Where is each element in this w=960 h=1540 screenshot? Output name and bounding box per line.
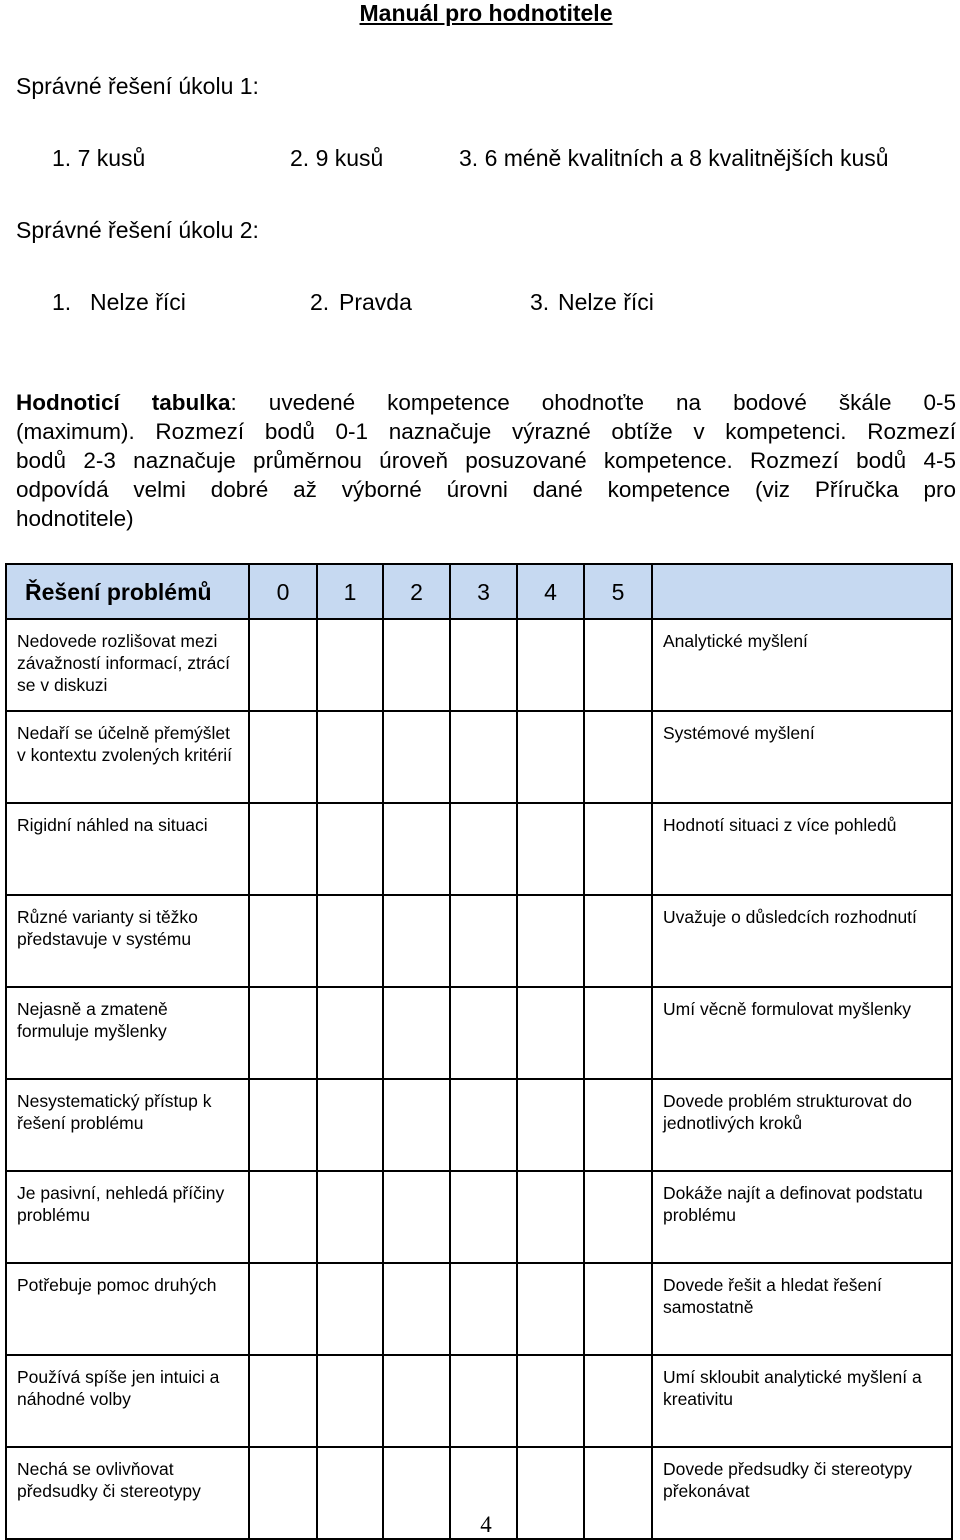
scoring-instructions	[16, 388, 956, 533]
table-row	[6, 1263, 952, 1355]
score-cell-5[interactable]	[584, 1171, 652, 1263]
instructions-line-3: bodů 2-3 naznačuje průměrnou úroveň posuzované kompetence. Rozmezí bodů 4-5	[16, 448, 956, 473]
score-cell-0[interactable]	[249, 1171, 317, 1263]
score-cell-4[interactable]	[517, 619, 584, 711]
score-cell-3[interactable]	[450, 1263, 517, 1355]
score-cell-0[interactable]	[249, 1263, 317, 1355]
positive-descriptor: Umí skloubit analytické myšlení a kreativitu	[652, 1355, 952, 1447]
score-cell-3[interactable]	[450, 803, 517, 895]
score-cell-1[interactable]	[317, 619, 383, 711]
score-cell-5[interactable]	[584, 895, 652, 987]
score-cell-3[interactable]	[450, 1079, 517, 1171]
score-cell-1[interactable]	[317, 1263, 383, 1355]
score-cell-1[interactable]	[317, 1355, 383, 1447]
score-cell-5[interactable]	[584, 987, 652, 1079]
negative-descriptor: Používá spíše jen intuici a náhodné volby	[6, 1355, 249, 1447]
score-cell-2[interactable]	[383, 895, 450, 987]
score-cell-2[interactable]	[383, 1171, 450, 1263]
scale-2: 2	[383, 564, 450, 619]
positive-descriptor: Uvažuje o důsledcích rozhodnutí	[652, 895, 952, 987]
score-cell-4[interactable]	[517, 895, 584, 987]
instructions-line-2: (maximum). Rozmezí bodů 0-1 naznačuje výrazné obtíže v kompetenci. Rozmezí	[16, 419, 956, 444]
negative-descriptor: Nedaří se účelně přemýšlet v kontextu zvolených kritérií	[6, 711, 249, 803]
task2-heading: Správné řešení úkolu 2:	[16, 217, 259, 243]
score-cell-3[interactable]	[450, 987, 517, 1079]
score-cell-1[interactable]	[317, 1171, 383, 1263]
score-cell-4[interactable]	[517, 1079, 584, 1171]
negative-descriptor: Nechá se ovlivňovat předsudky či stereotypy	[6, 1447, 249, 1539]
task2-answer-1-number: 1.	[52, 289, 72, 315]
score-cell-4[interactable]	[517, 987, 584, 1079]
score-cell-3[interactable]	[450, 711, 517, 803]
score-cell-0[interactable]	[249, 1079, 317, 1171]
task2-answer-2-text: Pravda	[339, 289, 412, 315]
score-cell-2[interactable]	[383, 803, 450, 895]
scale-5: 5	[584, 564, 652, 619]
score-cell-5[interactable]	[584, 1263, 652, 1355]
score-cell-4[interactable]	[517, 1263, 584, 1355]
positive-descriptor: Umí věcně formulovat myšlenky	[652, 987, 952, 1079]
positive-descriptor: Dovede předsudky či stereotypy překonávat	[652, 1447, 952, 1539]
table-row	[6, 711, 952, 803]
table-row	[6, 1079, 952, 1171]
score-cell-1[interactable]	[317, 803, 383, 895]
negative-descriptor: Potřebuje pomoc druhých	[6, 1263, 249, 1355]
task1-answer-2: 2. 9 kusů	[290, 145, 384, 171]
task2-answer-2-number: 2.	[310, 289, 330, 315]
score-cell-5[interactable]	[584, 1355, 652, 1447]
positive-descriptor: Systémové myšlení	[652, 711, 952, 803]
instructions-line-1: Hodnoticí tabulka: uvedené kompetence ohodnoťte na bodové škále 0-5	[16, 390, 956, 415]
score-cell-2[interactable]	[383, 1355, 450, 1447]
scale-1: 1	[317, 564, 383, 619]
score-cell-0[interactable]	[249, 711, 317, 803]
positive-descriptor: Analytické myšlení	[652, 619, 952, 711]
table-header-label: Řešení problémů	[6, 564, 249, 619]
score-cell-4[interactable]	[517, 1171, 584, 1263]
negative-descriptor: Různé varianty si těžko představuje v systému	[6, 895, 249, 987]
task2-answer-3-number: 3.	[530, 289, 550, 315]
instructions-line-4: odpovídá velmi dobré až výborné úrovni dané kompetence (viz Příručka pro	[16, 477, 956, 502]
table-row	[6, 987, 952, 1079]
instructions-bold-label: Hodnoticí tabulka	[16, 390, 231, 415]
score-cell-4[interactable]	[517, 1355, 584, 1447]
score-cell-0[interactable]	[249, 619, 317, 711]
task2-answer-3-text: Nelze říci	[558, 289, 654, 315]
negative-descriptor: Nejasně a zmateně formuluje myšlenky	[6, 987, 249, 1079]
score-cell-5[interactable]	[584, 803, 652, 895]
positive-descriptor: Hodnotí situaci z více pohledů	[652, 803, 952, 895]
scale-0: 0	[249, 564, 317, 619]
table-header-row	[6, 564, 952, 619]
score-cell-2[interactable]	[383, 987, 450, 1079]
score-cell-2[interactable]	[383, 619, 450, 711]
task1-answer-3: 3. 6 méně kvalitních a 8 kvalitnějších kusů	[459, 145, 889, 171]
evaluation-table	[5, 563, 953, 1540]
positive-descriptor: Dokáže najít a definovat podstatu problému	[652, 1171, 952, 1263]
task1-answer-1: 1. 7 kusů	[52, 145, 146, 171]
page-number: 4	[480, 1512, 492, 1537]
scale-3: 3	[450, 564, 517, 619]
table-row	[6, 619, 952, 711]
score-cell-5[interactable]	[584, 1079, 652, 1171]
score-cell-4[interactable]	[517, 711, 584, 803]
task1-heading: Správné řešení úkolu 1:	[16, 73, 259, 99]
score-cell-1[interactable]	[317, 895, 383, 987]
score-cell-2[interactable]	[383, 1079, 450, 1171]
score-cell-5[interactable]	[584, 711, 652, 803]
positive-descriptor: Dovede řešit a hledat řešení samostatně	[652, 1263, 952, 1355]
score-cell-0[interactable]	[249, 987, 317, 1079]
score-cell-0[interactable]	[249, 895, 317, 987]
positive-descriptor: Dovede problém strukturovat do jednotlivých kroků	[652, 1079, 952, 1171]
task2-answer-1-text: Nelze říci	[90, 289, 186, 315]
score-cell-1[interactable]	[317, 711, 383, 803]
negative-descriptor: Nesystematický přístup k řešení problému	[6, 1079, 249, 1171]
negative-descriptor: Rigidní náhled na situaci	[6, 803, 249, 895]
score-cell-4[interactable]	[517, 803, 584, 895]
score-cell-2[interactable]	[383, 1263, 450, 1355]
score-cell-5[interactable]	[584, 619, 652, 711]
score-cell-1[interactable]	[317, 987, 383, 1079]
score-cell-3[interactable]	[450, 1355, 517, 1447]
score-cell-0[interactable]	[249, 1355, 317, 1447]
score-cell-3[interactable]	[450, 619, 517, 711]
table-row	[6, 803, 952, 895]
table-row	[6, 1355, 952, 1447]
score-cell-3[interactable]	[450, 895, 517, 987]
page-title: Manuál pro hodnotitele	[359, 0, 613, 26]
header-empty-cell	[652, 564, 952, 619]
negative-descriptor: Nedovede rozlišovat mezi závažností informací, ztrácí se v diskuzi	[6, 619, 249, 711]
score-cell-0[interactable]	[249, 803, 317, 895]
score-cell-3[interactable]	[450, 1171, 517, 1263]
score-cell-2[interactable]	[383, 711, 450, 803]
negative-descriptor: Je pasivní, nehledá příčiny problému	[6, 1171, 249, 1263]
table-row	[6, 1171, 952, 1263]
score-cell-1[interactable]	[317, 1079, 383, 1171]
instructions-line-5: hodnotitele)	[16, 506, 134, 531]
table-row	[6, 895, 952, 987]
scale-4: 4	[517, 564, 584, 619]
